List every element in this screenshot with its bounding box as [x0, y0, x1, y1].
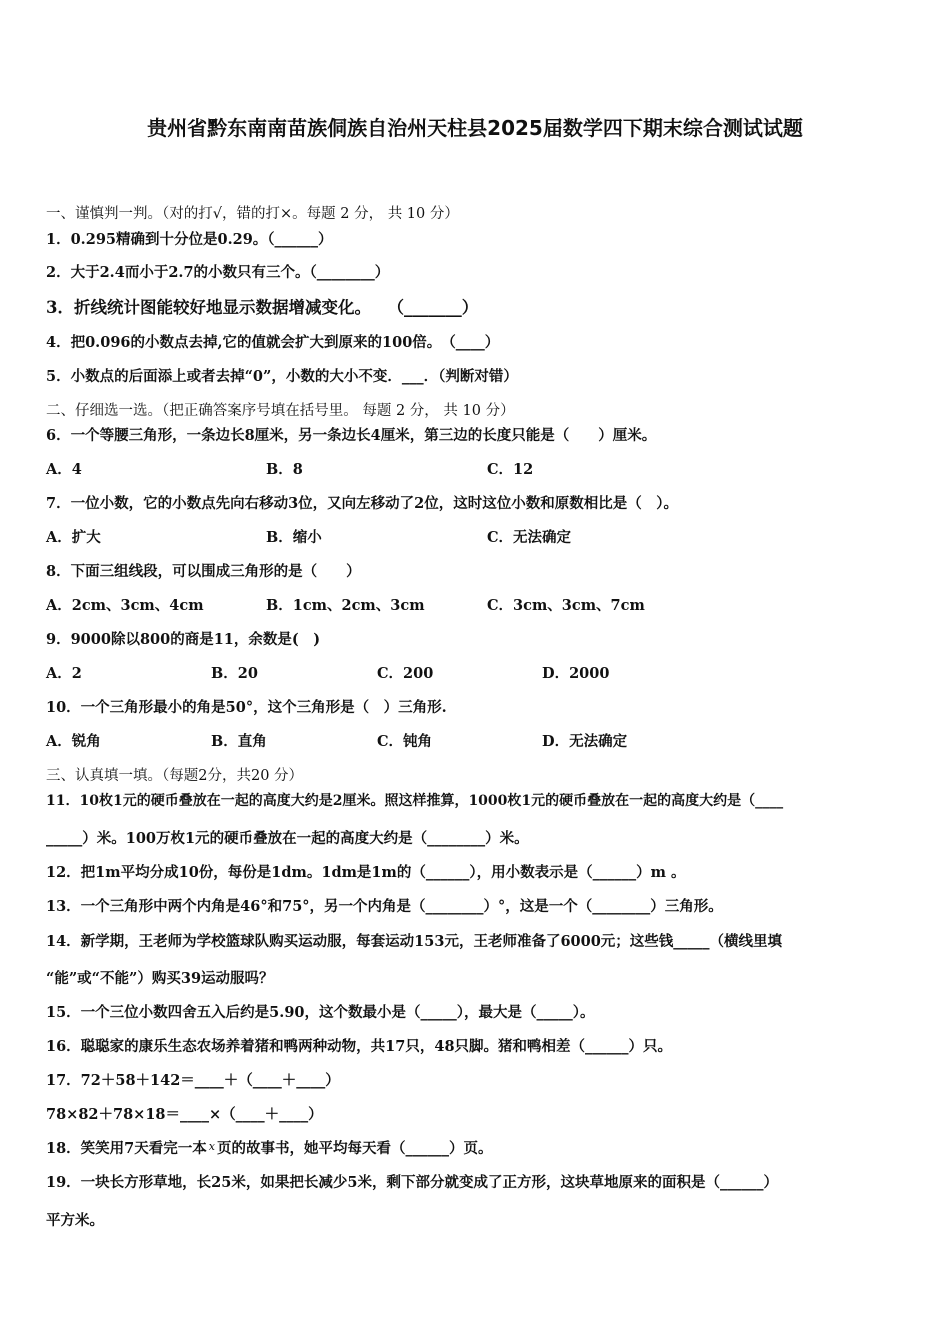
question-7-option-a: A．扩大 [46, 529, 101, 546]
question-10-option-d: D．无法确定 [542, 733, 628, 750]
question-8-option-b: B．1cm、2cm、3cm [266, 597, 425, 614]
question-19-line-2: 平方米。 [46, 1212, 104, 1229]
question-8: 8．下面三组线段，可以围成三角形的是（ ） [46, 563, 361, 580]
question-7: 7．一位小数，它的小数点先向右移动3位，又向左移动了2位，这时这位小数和原数相比是（ ）。 [46, 495, 679, 512]
page-title: 贵州省黔东南南苗族侗族自治州天柱县2025届数学四下期末综合测试试题 [147, 116, 803, 140]
question-11-line-1: 11．10枚1元的硬币叠放在一起的高度大约是2厘米。照这样推算，1000枚1元的硬币叠放在一起的高度大约是（____ [46, 793, 784, 809]
question-16: 16．聪聪家的康乐生态农场养着猪和鸭两种动物，共17只，48只脚。猪和鸭相差（______）只。 [46, 1038, 673, 1055]
question-6-option-b: B．8 [266, 461, 303, 478]
question-6-option-a: A．4 [46, 461, 82, 478]
question-5: 5．小数点的后面添上或者去掉“0”，小数的大小不变．___．（判断对错） [46, 368, 518, 385]
section-3-heading: 三、认真填一填。（每题2分，共20 分） [46, 768, 304, 784]
question-4: 4．把0.096的小数点去掉,它的值就会扩大到原来的100倍。 （____） [46, 334, 500, 351]
question-6: 6．一个等腰三角形，一条边长8厘米，另一条边长4厘米，第三边的长度只能是（ ）厘米。 [46, 427, 657, 444]
question-8-option-c: C．3cm、3cm、7cm [487, 597, 645, 614]
question-15: 15．一个三位小数四舍五入后约是5.90，这个数最小是（_____），最大是（_____）。 [46, 1004, 595, 1021]
question-12: 12．把1m平均分成10份，每份是1dm。1dm是1m的（______），用小数表示是（______）m 。 [46, 864, 686, 881]
section-2-heading: 二、仔细选一选。（把正确答案序号填在括号里。 每题 2 分， 共 10 分） [46, 403, 515, 419]
question-3: 3．折线统计图能较好地显示数据增减变化。 （_______） [46, 298, 479, 317]
question-7-option-c: C．无法确定 [487, 529, 572, 546]
question-9-option-c: C．200 [377, 665, 434, 682]
question-9-option-d: D．2000 [542, 665, 610, 682]
question-10-option-a: A．锐角 [46, 733, 101, 750]
question-9-option-b: B．20 [211, 665, 258, 682]
question-18-prefix: 18．笑笑用7天看完一本 [46, 1140, 207, 1157]
question-10-option-c: C．钝角 [377, 733, 433, 750]
question-7-option-b: B．缩小 [266, 529, 322, 546]
question-13: 13．一个三角形中两个内角是46°和75°，另一个内角是（________）°，这是一个（________）三角形。 [46, 898, 723, 915]
question-2: 2．大于2.4而小于2.7的小数只有三个。（________） [46, 264, 390, 281]
question-18 [46, 1137, 493, 1158]
question-14-line-1: 14．新学期，王老师为学校篮球队购买运动服，每套运动153元，王老师准备了6000元；这些钱_____（横线里填 [46, 933, 783, 950]
question-14-line-2: “能”或“不能”）购买39运动服吗？ [46, 970, 274, 987]
question-17-line-2: 78×82＋78×18＝____×（____＋____） [46, 1106, 323, 1123]
question-17-line-1: 17．72＋58＋142＝____＋（____＋____） [46, 1072, 340, 1089]
question-18-variable: x [208, 1140, 215, 1153]
section-1-heading: 一、谨慎判一判。（对的打√，错的打×。每题 2 分， 共 10 分） [46, 206, 459, 222]
question-11-line-2: _____）米。100万枚1元的硬币叠放在一起的高度大约是（________）米。 [46, 830, 529, 847]
question-8-option-a: A．2cm、3cm、4cm [46, 597, 204, 614]
question-10-option-b: B．直角 [211, 733, 267, 750]
question-18-suffix: 页的故事书，她平均每天看（______）页。 [217, 1140, 493, 1157]
question-6-option-c: C．12 [487, 461, 534, 478]
question-10: 10．一个三角形最小的角是50°，这个三角形是（ ）三角形. [46, 699, 447, 716]
question-19-line-1: 19．一块长方形草地，长25米，如果把长减少5米，剩下部分就变成了正方形，这块草地原来的面积是（______） [46, 1174, 778, 1191]
question-9-option-a: A．2 [46, 665, 82, 682]
question-1: 1．0.295精确到十分位是0.29。（______） [46, 231, 333, 248]
question-9: 9．9000除以800的商是11，余数是( ) [46, 631, 321, 648]
